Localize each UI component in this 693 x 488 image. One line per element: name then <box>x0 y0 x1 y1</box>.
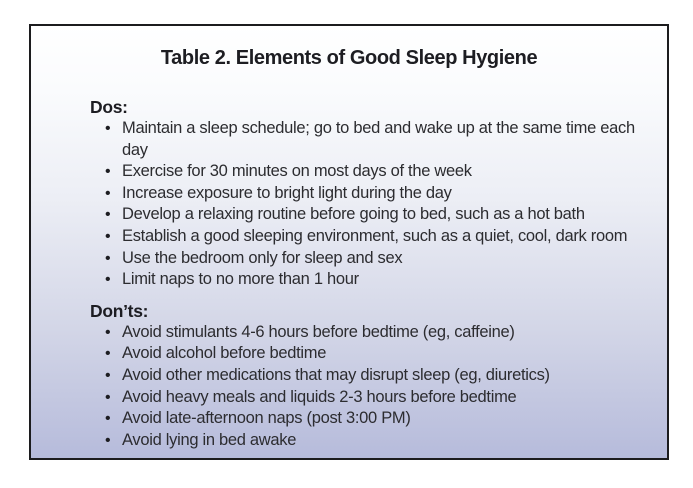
list-item <box>105 387 645 409</box>
table-content <box>31 96 667 451</box>
list-item <box>105 365 645 387</box>
list-item-text: Maintain a sleep schedule; go to bed and wake up at the same time each day <box>122 119 635 159</box>
dos-list <box>90 118 645 291</box>
bullet-icon: • <box>105 366 111 384</box>
list-item <box>105 183 645 205</box>
bullet-icon: • <box>105 120 111 137</box>
section-heading-dos: Dos: <box>90 97 128 117</box>
list-item-text: Avoid other medications that may disrupt sleep (eg, diuretics) <box>122 365 550 384</box>
list-item-text: Increase exposure to bright light during the day <box>122 183 452 202</box>
bullet-icon: • <box>105 410 111 428</box>
list-item-text: Develop a relaxing routine before going to bed, such as a hot bath <box>122 205 585 224</box>
bullet-icon: • <box>105 431 111 449</box>
donts-list <box>90 322 645 452</box>
section-dos <box>90 96 645 291</box>
bullet-icon: • <box>105 227 111 245</box>
bullet-icon: • <box>105 206 111 224</box>
list-item-text: Avoid late-afternoon naps (post 3:00 PM) <box>122 409 411 428</box>
list-item <box>105 161 645 183</box>
table-title: Table 2. Elements of Good Sleep Hygiene <box>160 47 538 69</box>
list-item <box>105 322 645 344</box>
bullet-icon: • <box>105 163 111 181</box>
bullet-icon: • <box>105 271 111 289</box>
list-item-text: Avoid lying in bed awake <box>122 430 297 449</box>
list-item-text: Avoid heavy meals and liquids 2-3 hours before bedtime <box>122 387 517 406</box>
list-item <box>105 226 645 248</box>
list-item <box>105 248 645 270</box>
list-item-text: Avoid stimulants 4-6 hours before bedtime (eg, caffeine) <box>122 322 515 341</box>
list-item <box>105 343 645 365</box>
bullet-icon: • <box>105 345 111 363</box>
list-item <box>105 430 645 452</box>
sleep-hygiene-table <box>29 24 669 460</box>
list-item <box>105 204 645 226</box>
section-heading-donts: Don’ts: <box>90 300 149 321</box>
list-item <box>105 408 645 430</box>
list-item-text: Use the bedroom only for sleep and sex <box>122 248 403 267</box>
bullet-icon: • <box>105 323 111 341</box>
list-item-text: Establish a good sleeping environment, such as a quiet, cool, dark room <box>122 226 628 245</box>
list-item-text: Exercise for 30 minutes on most days of the week <box>122 162 472 181</box>
list-item <box>105 269 645 291</box>
list-item-text: Limit naps to no more than 1 hour <box>122 270 359 289</box>
bullet-icon: • <box>105 249 111 267</box>
section-donts <box>90 300 645 452</box>
list-item-text: Avoid alcohol before bedtime <box>122 344 327 363</box>
list-item <box>105 118 645 161</box>
bullet-icon: • <box>105 184 111 202</box>
bullet-icon: • <box>105 388 111 406</box>
